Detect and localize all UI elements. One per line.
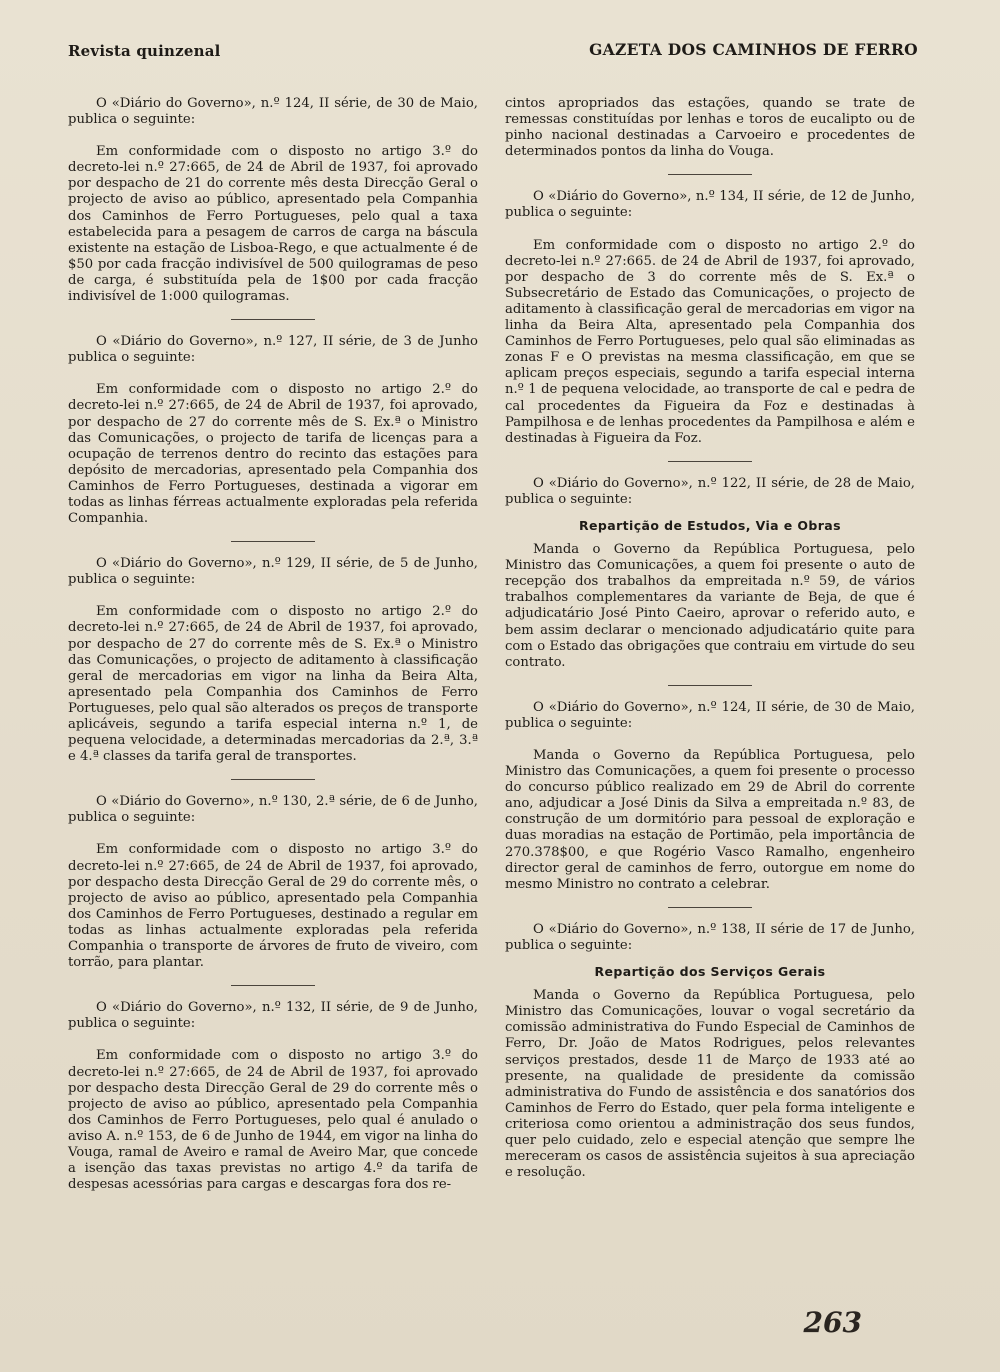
notice-122-intro: O «Diário do Governo», n.º 122, II série, de 28 de Maio, publica o seguinte: [505, 475, 915, 507]
separator-rule [668, 461, 752, 462]
separator-rule [231, 319, 315, 320]
notice-138-body: Manda o Governo da República Portuguesa, pelo Ministro das Comunicações, louvar o vogal secretário da comissão administrativa do Fundo Especial de Caminhos de Ferro, Dr. João de Matos Rodrigues, pelos relevantes serviços prestados, desde 11 de Março de 1933 até ao presente, na qualidade de presidente da comissão administrativa do Fundo de assistência e dos sanatórios dos Caminhos de Ferro do Estado, quer pela forma inteligente e criteriosa como orientou a administração dos seus fundos, quer pelo cuidado, zelo e especial atenção que sempre lhe mereceram os casos de assistência sujeitos à sua apreciação e resolução. [505, 988, 915, 1181]
notice-124-body: Em conformidade com o disposto no artigo 3.º do decreto-lei n.º 27:665, de 24 de Abril de 1937, foi aprovado por despacho de 21 do corrente mês desta Direcção Geral o projecto de aviso ao público, apresentado pela Companhia dos Caminhos de Ferro Portugueses, pelo qual a taxa estabelecida para a pesagem de carros de carga na báscula existente na estação de Lisboa-Rego, e que actualmente é de $50 por cada fracção indivisível de 500 quilogramas de peso de carga, é substituída pela de 1$00 por cada fracção indivisível de 1:000 quilogramas. [68, 144, 478, 305]
section-heading-servicos: Repartição dos Serviços Gerais [594, 964, 826, 980]
notice-138-intro: O «Diário do Governo», n.º 138, II série de 17 de Junho, publica o seguinte: [505, 921, 915, 953]
notice-130-intro: O «Diário do Governo», n.º 130, 2.ª série, de 6 de Junho, publica o seguinte: [68, 794, 478, 826]
notice-129-intro: O «Diário do Governo», n.º 129, II série, de 5 de Junho, publica o seguinte: [68, 556, 478, 588]
header-left: Revista quinzenal [68, 42, 221, 60]
page-number: 263 [803, 1306, 862, 1339]
notice-134-body: Em conformidade com o disposto no artigo 2.º do decreto-lei n.º 27:665. de 24 de Abril de 1937, foi aprovado, por despacho de 3 do corrente mês de S. Ex.ª o Subsecretário de Estado das Comunicações, o projecto de aditamento à classificação geral de mercadorias em vigor na linha da Beira Alta, apresentado pela Companhia dos Caminhos de Ferro Portugueses, pelo qual são eliminadas as zonas F e O previstas na mesma classificação, em que se aplicam preços especiais, segundo a tarifa especial interna n.º 1 de pequena velocidade, ao transporte de cal e pedra de cal procedentes da Figueira da Foz e destinadas à Pampilhosa e de lenhas procedentes da Pampilhosa e além e destinadas à Figueira da Foz. [505, 237, 915, 446]
notice-134-intro: O «Diário do Governo», n.º 134, II série, de 12 de Junho, publica o seguinte: [505, 189, 915, 221]
notice-130-body: Em conformidade com o disposto no artigo 3.º do decreto-lei n.º 27:665, de 24 de Abril de 1937, foi aprovado, por despacho desta Direcção Geral de 29 do corrente mês, o projecto de aviso ao público, apresentado pela Companhia dos Caminhos de Ferro Portugueses, destinado a regular em todas as linhas actualmente exploradas pela referida Companhia o transporte de árvores de fruto de viveiro, com torrão, para plantar. [68, 842, 478, 971]
separator-rule [231, 541, 315, 542]
notice-122-body: Manda o Governo da República Portuguesa, pelo Ministro das Comunicações, a quem foi presente o auto de recepção dos trabalhos da empreitada n.º 59, de vários trabalhos complementares da variante de Beja, de que é adjudicatário José Pinto Caeiro, aprovar o referido auto, e bem assim declarar o mencionado adjudicatário quite para com o Estado das obrigações que contraiu em virtude do seu contrato. [505, 542, 915, 670]
separator-rule [668, 685, 752, 686]
notice-124b-intro: O «Diário do Governo», n.º 124, II série, de 30 de Maio, publica o seguinte: [505, 699, 915, 731]
header-right: GAZETA DOS CAMINHOS DE FERRO [589, 40, 918, 59]
separator-rule [231, 985, 315, 986]
notice-129-body: Em conformidade com o disposto no artigo 2.º do decreto-lei n.º 27:665, de 24 de Abril de 1937, foi aprovado, por despacho de 27 do corrente mês de S. Ex.ª o Ministro das Comunicações, o projecto de aditamento à classificação geral de mercadorias em vigor na linha da Beira Alta, apresentado pela Companhia dos Caminhos de Ferro Portugueses, pelo qual são alterados os preços de transporte aplicáveis, segundo a tarifa especial interna n.º 1, de pequena velocidade, a determinadas mercadorias da 2.ª, 3.ª e 4.ª classes da tarifa geral de transportes. [68, 604, 478, 765]
notice-124-intro: O «Diário do Governo», n.º 124, II série, de 30 de Maio, publica o seguinte: [68, 96, 478, 128]
notice-127-body: Em conformidade com o disposto no artigo 2.º do decreto-lei n.º 27:665, de 24 de Abril de 1937, foi aprovado, por despacho de 27 do corrente mês de S. Ex.ª o Ministro das Comunicações, o projecto de tarifa de licenças para a ocupação de terrenos dentro do recinto das estações para depósito de mercadorias, apresentado pela Companhia dos Caminhos de Ferro Portugueses, destinada a vigorar em todas as linhas férreas actualmente exploradas pela referida Companhia. [68, 382, 478, 527]
notice-124b-body: Manda o Governo da República Portuguesa, pelo Ministro das Comunicações, a quem foi presente o processo do concurso público realizado em 29 de Abril do corrente ano, adjudicar a José Dinis da Silva a empreitada n.º 83, de construção de um dormitório para pessoal de exploração e duas moradias na estação de Portimão, pela importância de 270.378$00, e que Rogério Vasco Ramalho, engenheiro director geral de caminhos de ferro, outorgue em nome do mesmo Ministro no contrato a celebrar. [505, 748, 915, 892]
right-column [505, 96, 915, 1181]
notice-132-intro: O «Diário do Governo», n.º 132, II série, de 9 de Junho, publica o seguinte: [68, 1000, 478, 1032]
section-heading-estudos: Repartição de Estudos, Via e Obras [579, 517, 841, 533]
notice-132-body: Em conformidade com o disposto no artigo 3.º do decreto-lei n.º 27:665, de 24 de Abril de 1937, foi aprovado por despacho desta Direcção Geral de 29 do corrente mês o projecto de aviso ao público, apresentado pela Companhia dos Caminhos de Ferro Portugueses, pelo qual é anulado o aviso A. n.º 153, de 6 de Junho de 1944, em vigor na linha do Vouga, ramal de Aveiro e ramal de Aveiro Mar, que concede a isenção das taxas previstas no artigo 4.º da tarifa de despesas acessórias para cargas e descargas fora dos re- [68, 1048, 478, 1193]
separator-rule [231, 779, 315, 780]
notice-132-continuation: cintos apropriados das estações, quando se trate de remessas constituídas por lenhas e toros de eucalipto ou de pinho nacional destinadas a Carvoeiro e procedentes de determinados pontos da linha do Vouga. [505, 96, 915, 160]
notice-127-intro: O «Diário do Governo», n.º 127, II série, de 3 de Junho publica o seguinte: [68, 334, 478, 366]
separator-rule [668, 174, 752, 175]
separator-rule [668, 907, 752, 908]
left-column [68, 96, 478, 1193]
